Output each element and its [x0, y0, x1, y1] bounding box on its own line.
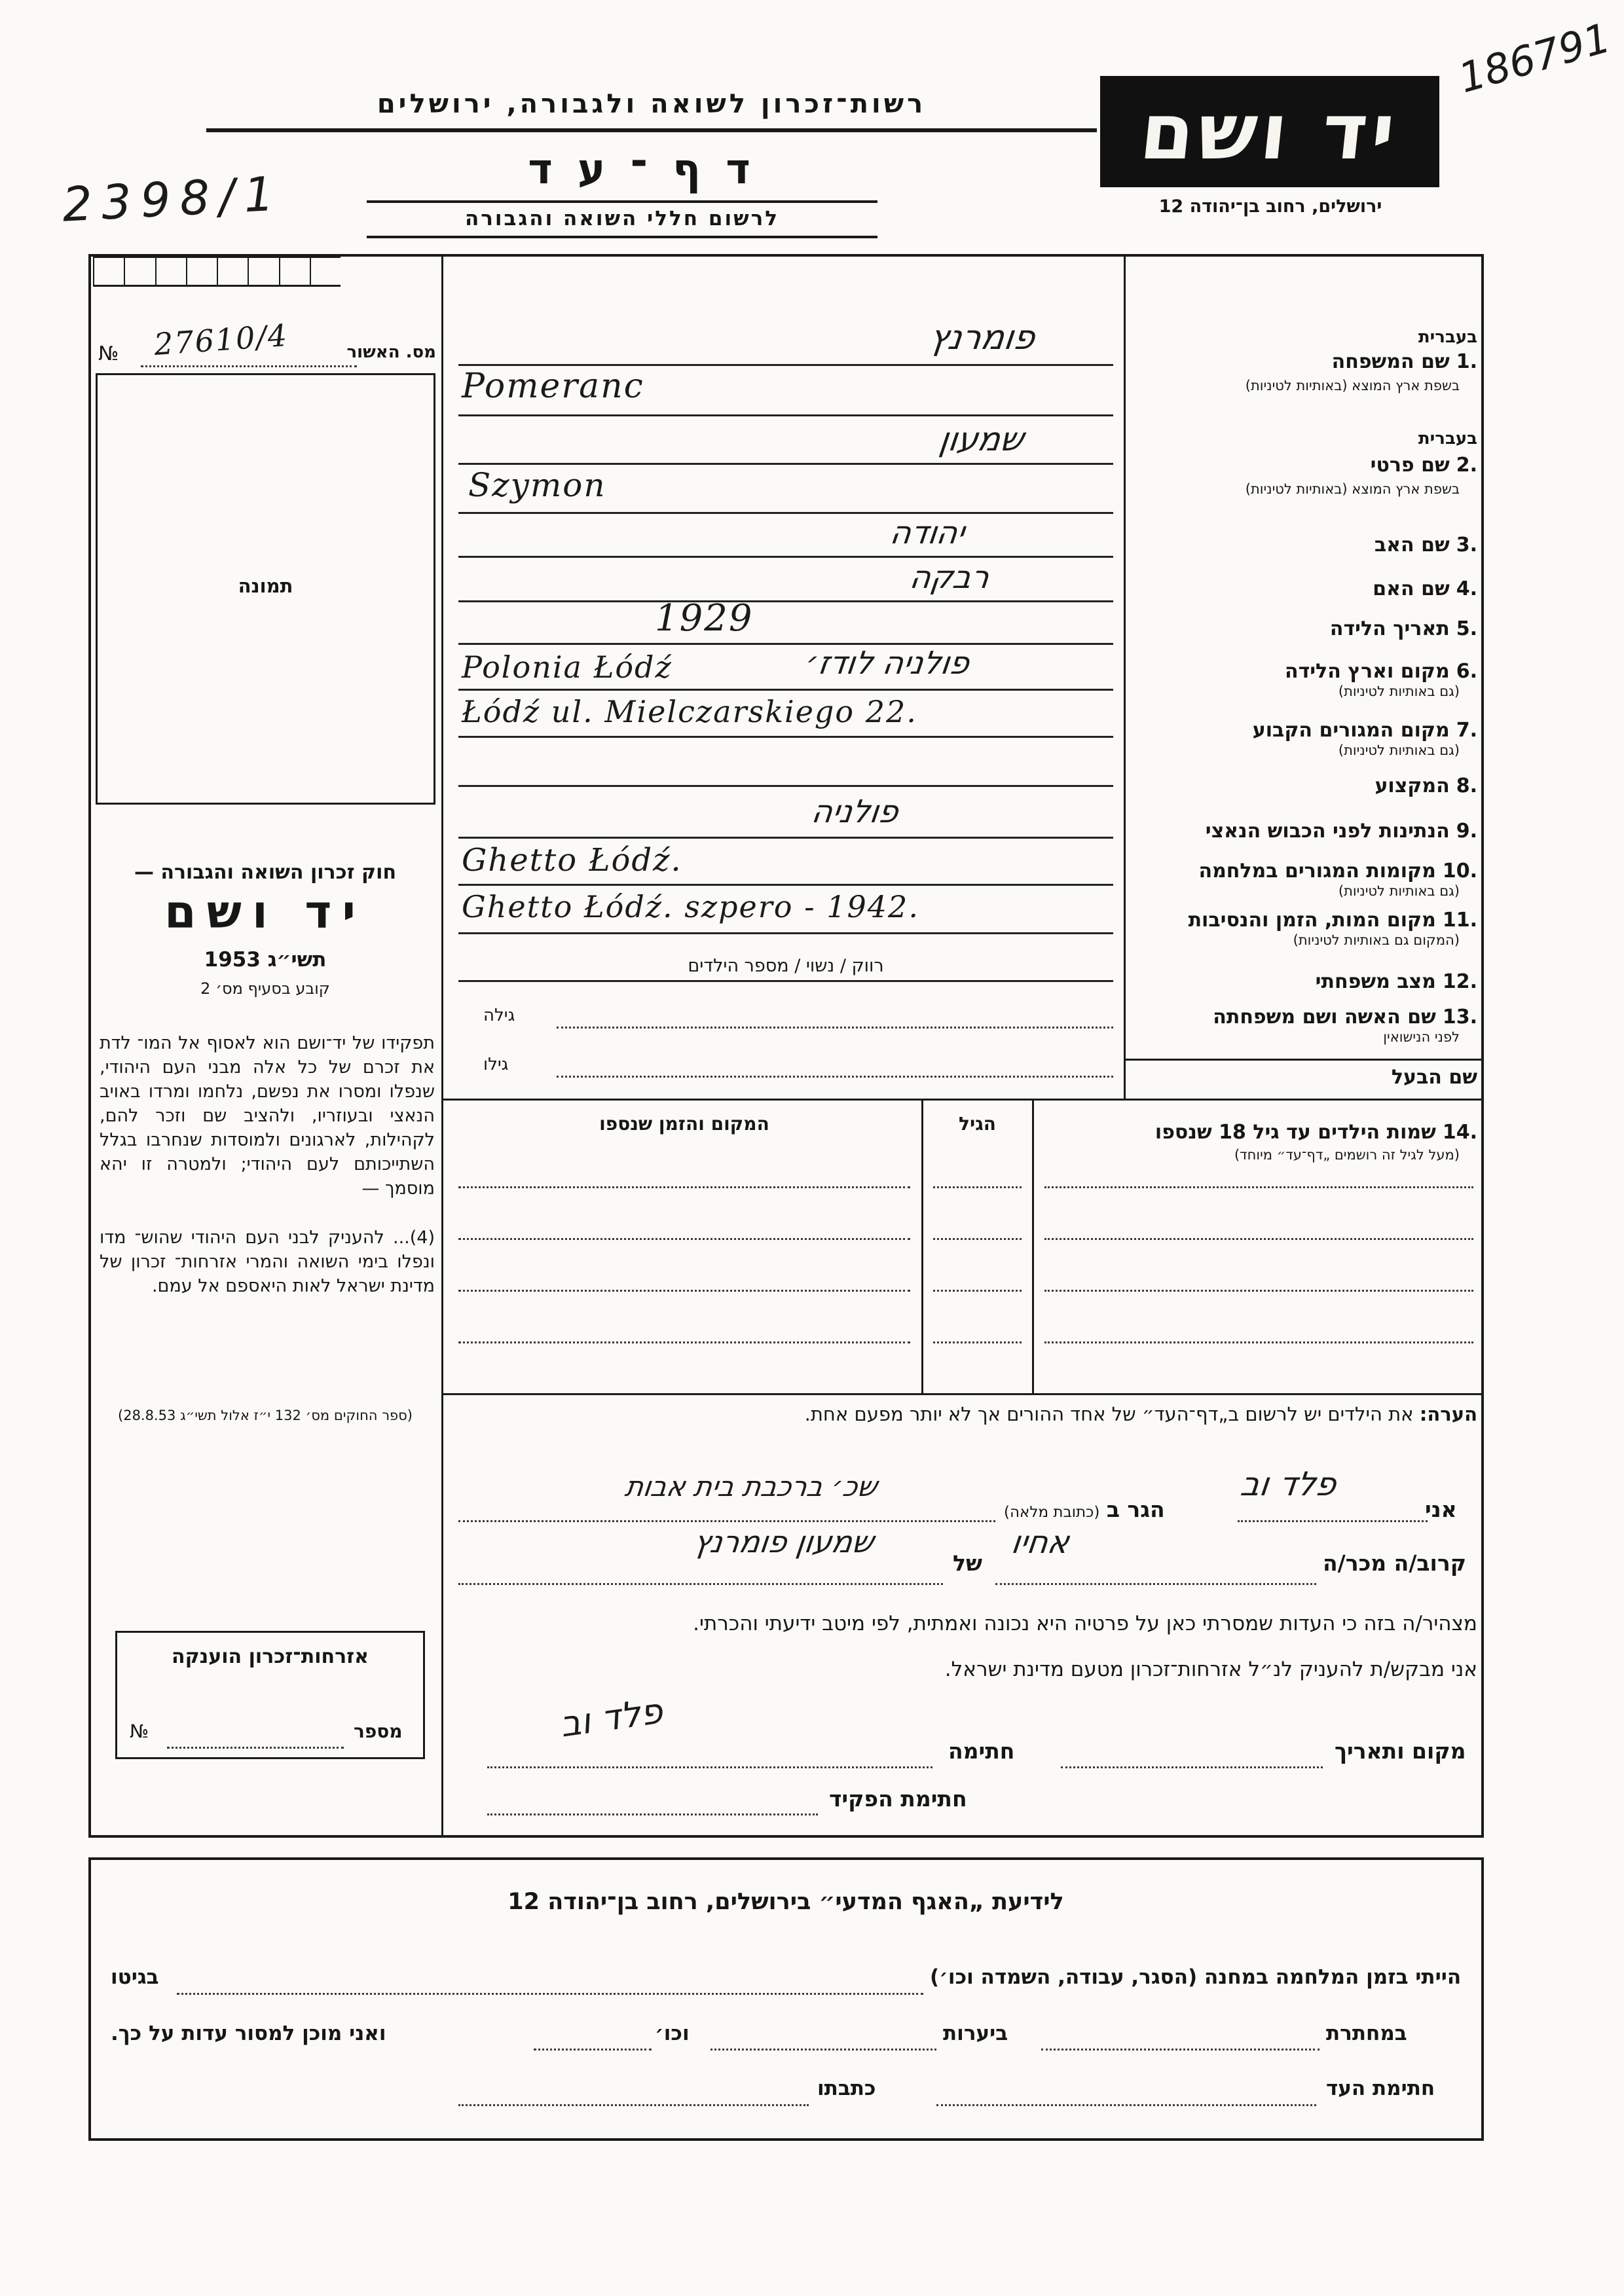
authority-title: רשות־זכרון לשואה ולגבורה, ירושלים	[377, 89, 927, 119]
relation-line	[995, 1583, 1316, 1585]
entry-father-name: יהודה	[888, 515, 967, 551]
children-table-divider-left	[921, 1101, 923, 1393]
field-number: 9.	[1456, 820, 1477, 843]
wartime-camp-label: הייתי בזמן המלחמה במחנה (הסגר, עבודה, השמדה וכו׳)	[930, 1965, 1462, 1989]
her-age-label: גילה	[483, 1006, 515, 1025]
field-number: 7.	[1456, 719, 1477, 742]
law-title-line2: יד ושם	[164, 885, 366, 939]
field-sublabel-war-residence: (גם באותיות לטיניות)	[1338, 883, 1460, 899]
field-label-firstname	[1129, 454, 1477, 477]
entry-war-residence: Ghetto Łódź.	[462, 842, 682, 879]
field-sublabel-death-place: (המקום גם באותיות לטיניות)	[1293, 932, 1460, 948]
declaration-statement-1: מצהיר/ה בזה כי העדות שמסרתי כאן על פרטיה היא נכונה ואמתית, לפי מיטב ידיעתי והכרתי.	[693, 1612, 1477, 1635]
office-cell	[124, 258, 155, 285]
field-text: שם המשפחה	[1331, 350, 1450, 373]
field-text: מקום המגורים הקבוע	[1252, 719, 1450, 742]
declarant-address-line	[458, 1520, 995, 1522]
underground-label: במחתרת	[1326, 2022, 1407, 2045]
subtitle-rule-bottom	[367, 236, 877, 238]
office-cell	[279, 258, 310, 285]
approval-number-sign: №	[98, 342, 119, 365]
field-text: מקומות המגורים במלחמה	[1198, 860, 1436, 883]
subject-name-handwritten: שמעון פומרנץ	[692, 1524, 876, 1559]
write-line-wife-name	[557, 1027, 1113, 1029]
field-text: מקום המות, הזמן והנסיבות	[1188, 909, 1436, 932]
witness-address-label: כתבתו	[817, 2077, 876, 2100]
field-number: 2.	[1456, 454, 1477, 477]
entry-surname-latin: Pomeranc	[462, 367, 644, 406]
entry-birth-year: 1929	[655, 597, 754, 640]
children-table-top-rule	[443, 1099, 1484, 1101]
declarant-address-handwritten: שכ׳ ברכבת בית אבות	[623, 1470, 879, 1503]
children-table-divider-right	[1032, 1101, 1034, 1393]
write-line-firstname-hebrew	[458, 463, 1113, 465]
write-line-death-place	[458, 932, 1113, 934]
yad-vashem-logo-text: יד ושם	[1136, 86, 1403, 177]
field-label-marital-status	[1129, 970, 1477, 993]
declarant-i-label: אני	[1425, 1497, 1457, 1522]
field-label-mother	[1129, 577, 1477, 600]
children-col-place-header: המקום והזמן שנספו	[599, 1113, 769, 1135]
field-sublabel-firstname: בשפת ארץ המוצא (באותיות לטיניות)	[1245, 481, 1460, 497]
field-number: 11.	[1442, 909, 1477, 932]
write-line-birthplace	[458, 689, 1113, 691]
field-text: שם האשה ושם משפחתה	[1213, 1006, 1436, 1029]
subtitle-rule-top	[367, 200, 877, 203]
his-age-label: גילו	[483, 1055, 509, 1074]
field-text: המקצוע	[1375, 774, 1450, 797]
approval-number-value: 27610/4	[153, 317, 289, 363]
memorial-citizenship-number-label: מספר	[354, 1721, 403, 1742]
law-source-line: (ספר החוקים מס׳ 132 י״ז אלול תשי״ג 28.8.53)	[118, 1408, 413, 1423]
declarant-name-line	[1238, 1520, 1428, 1522]
field-label-death-place	[1129, 909, 1477, 932]
law-title-line4: קובע בסעיף מס׳ 2	[200, 979, 330, 998]
field-sublabel-wife-name: לפני הנישואין	[1383, 1029, 1460, 1045]
signature-line	[487, 1766, 932, 1768]
field-text: שם האם	[1373, 577, 1450, 600]
field-text: שם פרטי	[1370, 454, 1450, 477]
residing-label-group	[1004, 1497, 1165, 1522]
children-row-line	[1044, 1186, 1473, 1188]
write-line-citizenship	[458, 837, 1113, 839]
field-number: 8.	[1456, 774, 1477, 797]
field-text: מצב משפחתי	[1315, 970, 1436, 993]
entry-firstname-hebrew: שמעון	[936, 420, 1027, 458]
office-cell	[155, 258, 186, 285]
write-line-birthdate	[458, 643, 1113, 645]
scientific-division-title: לידיעת „האגף המדעי״ בירושלים, רחוב בן־יהודה 12	[507, 1889, 1064, 1915]
residing-label: הגר ב	[1106, 1497, 1165, 1522]
of-label: של	[953, 1550, 982, 1576]
field-text: תאריך הלידה	[1329, 617, 1450, 640]
field-label-citizenship	[1129, 820, 1477, 843]
office-cell	[217, 258, 248, 285]
field-number: 12.	[1442, 970, 1477, 993]
forests-line	[710, 2049, 936, 2050]
declarant-name-handwritten: פלד וב	[1238, 1465, 1339, 1503]
declaration-statement-2: אני מבקש/ת להעניק לנ״ל אזרחות־זכרון מטעם מדינת ישראל.	[944, 1658, 1477, 1681]
field-sublabel-residence: (גם באותיות לטיניות)	[1338, 742, 1460, 758]
children-note	[458, 1403, 1477, 1425]
file-number-handwritten: 2398/1	[61, 166, 285, 232]
signature-handwritten: פלד וב	[557, 1690, 665, 1745]
clerk-signature-label: חתימת הפקיד	[829, 1786, 967, 1812]
witness-signature-label: חתימת העד	[1326, 2077, 1435, 2100]
field-text: מקום וארץ הלידה	[1284, 660, 1450, 683]
yad-vashem-logo	[1100, 76, 1439, 187]
memorial-citizenship-number-line	[167, 1747, 344, 1749]
field-number: 13.	[1442, 1006, 1477, 1029]
field-label-wife-name	[1129, 1006, 1477, 1029]
office-cell	[248, 258, 278, 285]
entry-mother-name: רבקה	[908, 559, 992, 596]
write-line-mother	[458, 600, 1113, 602]
memorial-citizenship-title: אזרחות־זכרון הוענקה	[171, 1645, 369, 1668]
law-clause-paragraph: (4)... להעניק לבני העם היהודי שהוש־ מדו ונפלו בימי השואה והמרי אזרחות־ זכרון של מדינת ישראל לאות היאספם אל עמם.	[100, 1228, 435, 1296]
approval-number-label: מס. האשור	[346, 342, 436, 362]
write-line-firstname-latin	[458, 512, 1113, 514]
entry-birthplace-latin: Polonia Łódź	[462, 649, 673, 685]
write-line-residence	[458, 736, 1113, 738]
husband-name-label: שם הבעל	[1391, 1066, 1477, 1089]
photo-label: תמונה	[238, 575, 293, 597]
field-text: שם האב	[1374, 534, 1450, 556]
field-number: 4.	[1456, 577, 1477, 600]
children-row-line	[1044, 1290, 1473, 1292]
children-row-line	[933, 1341, 1022, 1343]
field-number: 6.	[1456, 660, 1477, 683]
children-row-line	[933, 1186, 1022, 1188]
children-row-line	[458, 1186, 910, 1188]
left-panel-divider	[441, 254, 443, 1838]
entry-residence: Łódź ul. Mielczarskiego 22.	[462, 694, 917, 729]
field-sublabel-children: (מעל לגיל זה רושמים „דף־עד״ מיוחד)	[1234, 1147, 1460, 1163]
entry-birthplace-hebrew: פולניה לודז׳	[803, 645, 972, 682]
husband-strip-top-rule	[1126, 1059, 1484, 1061]
children-row-line	[933, 1290, 1022, 1292]
clerk-signature-line	[487, 1813, 818, 1815]
office-cell	[310, 258, 341, 285]
witness-signature-line	[936, 2104, 1316, 2106]
approval-number-line	[141, 365, 357, 367]
children-row-line	[458, 1238, 910, 1240]
write-line-surname-latin	[458, 414, 1113, 416]
field-number: 1.	[1456, 350, 1477, 373]
memorial-citizenship-number-sign: №	[130, 1721, 149, 1742]
office-address: ירושלים, רחוב בן־יהודה 12	[1158, 196, 1382, 217]
wartime-camp-line	[177, 1993, 923, 1995]
write-line-profession	[458, 785, 1113, 787]
children-row-line	[1044, 1341, 1473, 1343]
office-cell	[186, 258, 217, 285]
etc-label: וכו׳	[655, 2022, 690, 2045]
write-line-husband-name	[557, 1076, 1113, 1078]
field-label-surname	[1129, 350, 1477, 373]
field-number: 10.	[1442, 860, 1477, 883]
field-label-children	[1129, 1121, 1477, 1144]
entry-firstname-latin: Szymon	[468, 466, 606, 504]
law-title-line3: תשי״ג 1953	[204, 948, 327, 972]
place-date-label: מקום ותאריך	[1335, 1738, 1466, 1764]
children-col-age-header: הגיל	[959, 1113, 996, 1135]
children-row-line	[458, 1341, 910, 1343]
address-hint: (כתובת מלאה)	[1004, 1504, 1100, 1521]
write-line-surname-hebrew	[458, 364, 1113, 366]
relation-handwritten: אחיו	[1009, 1524, 1072, 1561]
write-line-war-residence	[458, 884, 1113, 886]
field-sublabel-birthplace: (גם באותיות לטיניות)	[1338, 683, 1460, 699]
signature-label: חתימה	[948, 1738, 1015, 1764]
form-subtitle: לרשום חללי השואה והגבורה	[464, 207, 780, 230]
field-label-birthplace	[1129, 660, 1477, 683]
field-sublabel-surname: בשפת ארץ המוצא (באותיות לטיניות)	[1245, 378, 1460, 393]
children-row-line	[1044, 1238, 1473, 1240]
field-label-profession	[1129, 774, 1477, 797]
witness-address-line	[458, 2104, 809, 2106]
marital-options-text: רווק / נשוי / מספר הילדים	[688, 956, 884, 976]
labels-column-divider	[1124, 254, 1126, 1100]
field-text: שמות הילדים עד גיל 18 שנספו	[1154, 1121, 1436, 1144]
hebrew-script-label-2: בעברית	[1418, 429, 1477, 448]
relative-label: קרוב/ה מכר/ה	[1323, 1550, 1466, 1576]
entry-surname-hebrew: פומרנץ	[927, 318, 1038, 357]
field-number: 5.	[1456, 617, 1477, 640]
field-label-war-residence	[1129, 860, 1477, 883]
law-title-line1: חוק זכרון השואה והגבורה —	[134, 861, 397, 884]
archive-number-handwritten: 186791	[1453, 13, 1616, 103]
entry-citizenship: פולניה	[809, 793, 901, 830]
law-body-paragraph: תפקידו של יד־ושם הוא לאסוף אל המו־ לדת את זכרם של כל אלה מבני העם היהודי, שנפלו ומסרו את נפשם, נלחמו ומרדו באויב הנאצי ובעוזריו, ולהציב שם וזכר להם, לקהילות, לארגונים ולמוסדות שנחרבו בגלל השתייכותם לעם היהודי; ולמטרה זו יהא מוסמך —	[100, 1033, 435, 1199]
children-row-line	[458, 1290, 910, 1292]
write-line-marital-status	[458, 980, 1113, 982]
hebrew-script-label-1: בעברית	[1418, 327, 1477, 347]
entry-death-place: Ghetto Łódź. szpero - 1942.	[462, 889, 919, 924]
field-label-father	[1129, 534, 1477, 556]
note-text: את הילדים יש לרשום ב„דף־העד״ של אחד ההורים אך לא יותר מפעם אחת.	[804, 1403, 1414, 1425]
form-title: דף־עד	[528, 145, 775, 194]
field-label-residence	[1129, 719, 1477, 742]
field-label-birthdate	[1129, 617, 1477, 640]
note-label: הערה:	[1419, 1403, 1477, 1425]
etc-line	[534, 2049, 652, 2050]
declaration-separator-rule	[443, 1393, 1484, 1395]
place-date-line	[1061, 1766, 1323, 1768]
write-line-father	[458, 556, 1113, 558]
field-text: הנתינות לפני הכבוש הנאצי	[1205, 820, 1450, 843]
willing-to-testify-label: ואני מוכן למסור עדות על כך.	[111, 2022, 386, 2045]
field-number: 3.	[1456, 534, 1477, 556]
subject-name-line	[458, 1583, 943, 1585]
ghetto-label: בגיטו	[111, 1965, 159, 1989]
forests-label: ביערות	[943, 2022, 1008, 2045]
office-cell	[93, 258, 124, 285]
header-rule	[206, 128, 1097, 132]
field-number: 14.	[1442, 1121, 1477, 1144]
children-row-line	[933, 1238, 1022, 1240]
underground-line	[1041, 2049, 1320, 2050]
office-use-cells	[93, 257, 341, 287]
